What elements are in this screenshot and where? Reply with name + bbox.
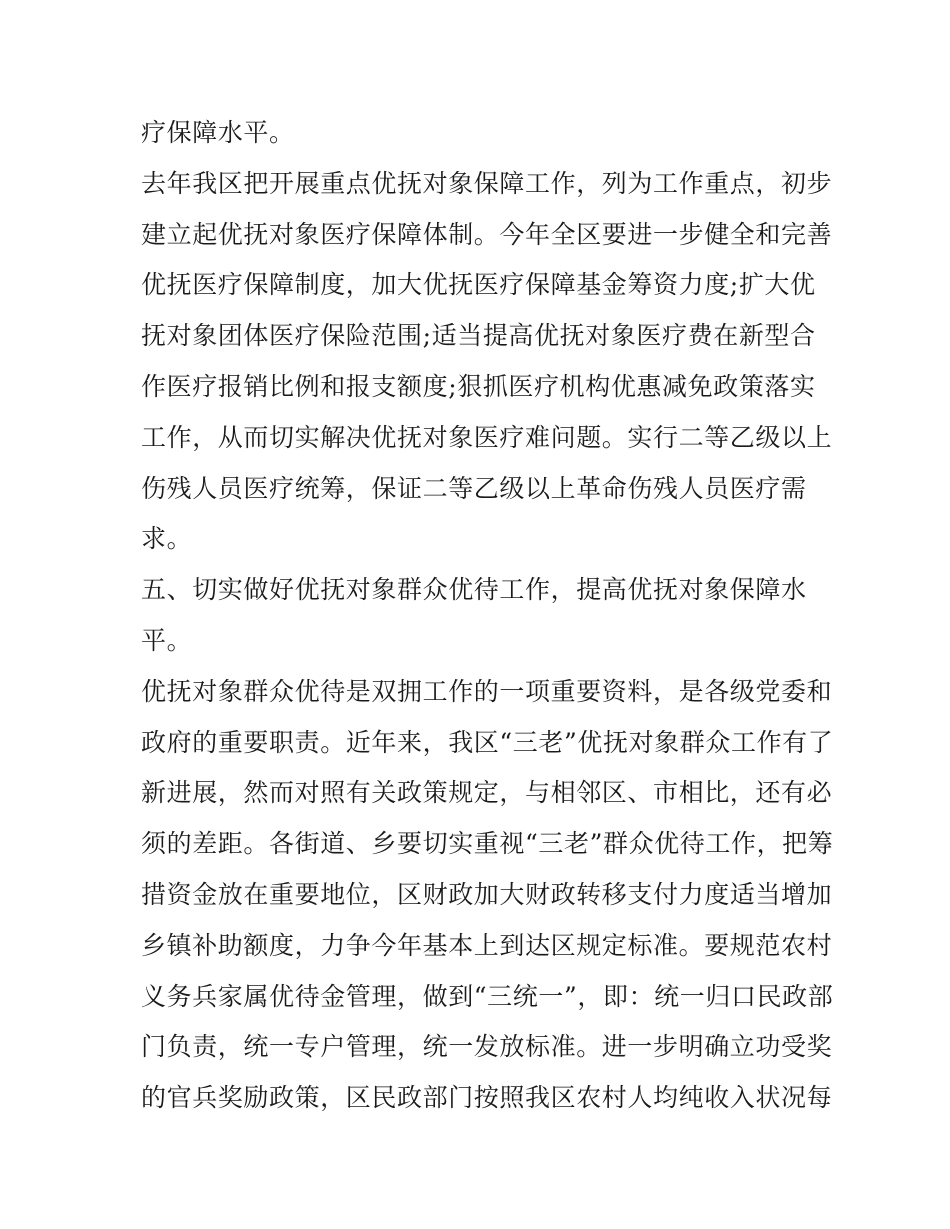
text-line: 伤残人员医疗统筹，保证二等乙级以上革命伤残人员医疗需 — [141, 473, 807, 503]
text-line: 优抚对象群众优待是双拥工作的一项重要资料，是各级党委和 — [141, 676, 833, 706]
text-line: 措资金放在重要地位，区财政加大财政转移支付力度适当增加 — [141, 879, 833, 909]
text-line: 求。 — [141, 524, 193, 554]
text-line: 乡镇补助额度，力争今年基本上到达区规定标准。要规范农村 — [141, 930, 833, 960]
text-line: 须的差距。各街道、乡要切实重视“三老”群众优待工作，把筹 — [141, 829, 834, 859]
text-line: 优抚医疗保障制度，加大优抚医疗保障基金筹资力度;扩大优 — [141, 270, 816, 300]
text-line: 新进展，然而对照有关政策规定，与相邻区、市相比，还有必 — [141, 778, 833, 808]
document-body — [141, 108, 834, 1124]
text-line: 去年我区把开展重点优抚对象保障工作，列为工作重点，初步 — [141, 168, 833, 198]
text-line: 义务兵家属优待金管理，做到“三统一”，即：统一归口民政部 — [141, 981, 834, 1011]
section-heading: 平。 — [141, 625, 193, 655]
text-line: 的官兵奖励政策，区民政部门按照我区农村人均纯收入状况每 — [141, 1083, 833, 1113]
section-heading: 五、切实做好优抚对象群众优待工作，提高优抚对象保障水 — [141, 575, 807, 605]
text-line: 政府的重要职责。近年来，我区“三老”优抚对象群众工作有了 — [141, 727, 834, 757]
text-line: 建立起优抚对象医疗保障体制。今年全区要进一步健全和完善 — [141, 219, 833, 249]
text-line: 工作，从而切实解决优抚对象医疗难问题。实行二等乙级以上 — [141, 422, 833, 452]
text-line: 门负责，统一专户管理，统一发放标准。进一步明确立功受奖 — [141, 1032, 833, 1062]
text-line: 作医疗报销比例和报支额度;狠抓医疗机构优惠减免政策落实 — [141, 371, 816, 401]
text-line: 疗保障水平。 — [141, 118, 295, 147]
text-line: 抚对象团体医疗保险范围;适当提高优抚对象医疗费在新型合 — [141, 321, 816, 351]
